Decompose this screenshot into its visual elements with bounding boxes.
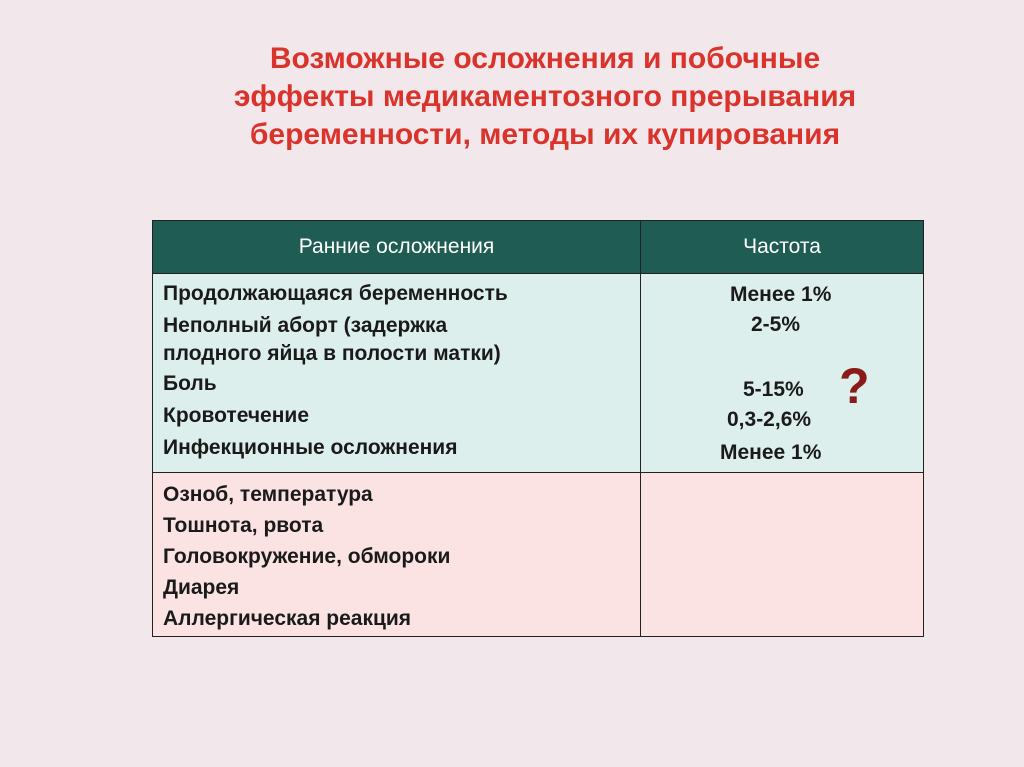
frequency-value: Менее 1%	[730, 283, 832, 306]
side-effects-frequency-cell	[641, 473, 924, 637]
list-item: Инфекционные осложнения	[163, 436, 458, 459]
table-header-row	[153, 221, 924, 274]
frequency-cell	[641, 274, 924, 473]
frequency-value: Менее 1%	[720, 441, 822, 464]
slide-title	[130, 40, 960, 154]
side-effects-cell	[153, 473, 641, 637]
list-item: Озноб, температура	[163, 483, 373, 506]
title-line-1: Возможные осложнения и побочные	[269, 42, 821, 75]
frequency-value: 2-5%	[751, 313, 801, 336]
list-item: Кровотечение	[163, 404, 309, 427]
title-line-2: эффекты медикаментозного прерывания	[233, 80, 857, 113]
complications-table	[152, 220, 924, 637]
list-item: Неполный аборт (задержка плодного яйца в полости матки)	[163, 314, 501, 365]
early-complications-cell	[153, 274, 641, 473]
list-item: Тошнота, рвота	[163, 514, 324, 537]
list-item: Боль	[163, 372, 217, 395]
list-item: Диарея	[163, 576, 240, 599]
side-effects-row	[153, 473, 924, 637]
header-frequency: Частота	[641, 221, 924, 274]
list-item: Аллергическая реакция	[163, 607, 412, 630]
early-complications-row	[153, 274, 924, 473]
list-item: Продолжающаяся беременность	[163, 282, 508, 305]
question-mark-icon: ?	[839, 358, 870, 414]
frequency-value: 0,3-2,6%	[727, 408, 812, 431]
title-line-3: беременности, методы их купирования	[249, 118, 841, 151]
header-early-complications: Ранние осложнения	[153, 221, 641, 274]
frequency-value: 5-15%	[743, 378, 804, 401]
list-item: Головокружение, обмороки	[163, 545, 451, 568]
